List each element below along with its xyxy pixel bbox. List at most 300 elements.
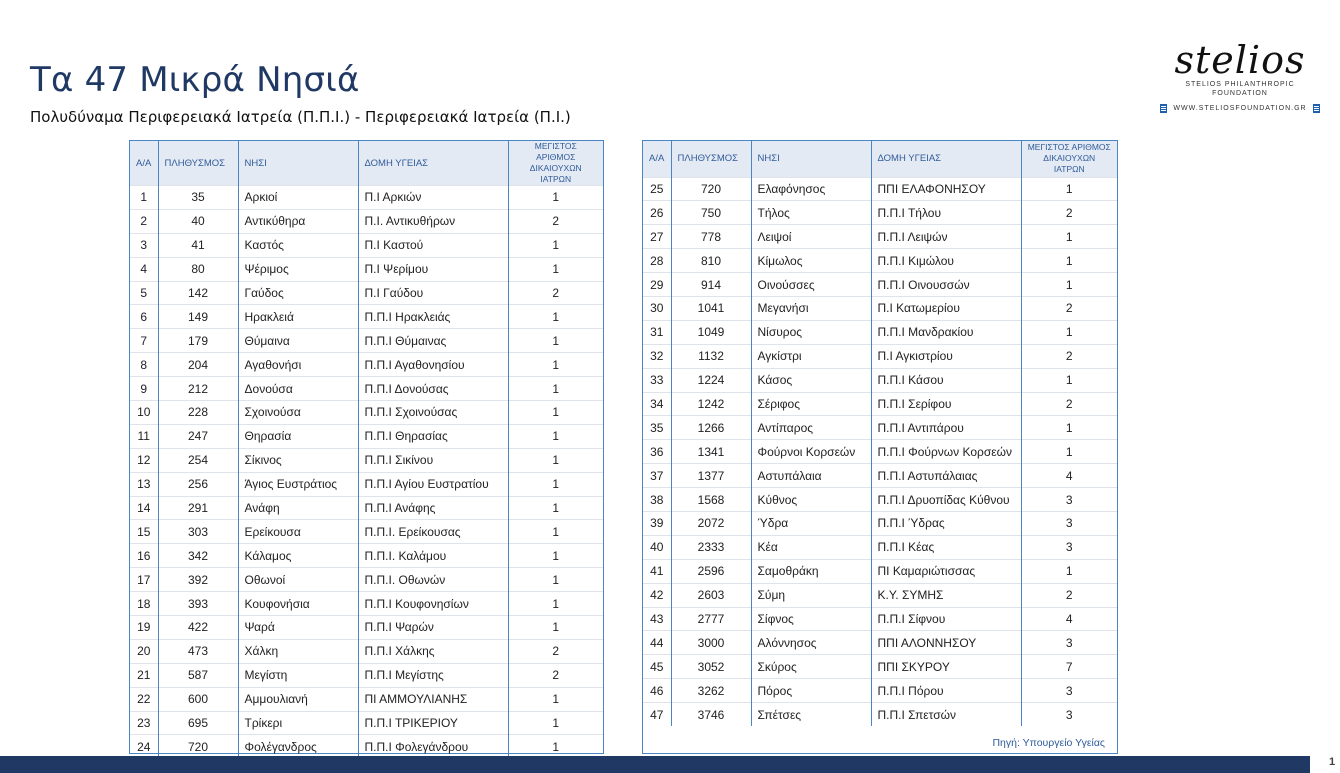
table-row: [643, 559, 1117, 583]
cell-facility: Π.Π.Ι Κέας: [871, 535, 1021, 559]
table-row: [643, 607, 1117, 631]
cell-max-doctors: 2: [1021, 583, 1117, 607]
cell-facility: Π.Π.Ι Λειψών: [871, 225, 1021, 249]
cell-aa: 18: [130, 592, 158, 616]
cell-max-doctors: 1: [508, 568, 603, 592]
cell-facility: Π.Π.Ι. Ερείκουσας: [358, 520, 508, 544]
cell-aa: 16: [130, 544, 158, 568]
cell-aa: 9: [130, 377, 158, 401]
table-row: [643, 631, 1117, 655]
cell-max-doctors: 1: [1021, 440, 1117, 464]
cell-population: 2333: [671, 535, 751, 559]
cell-island: Τρίκερι: [238, 711, 358, 735]
cell-population: 1049: [671, 320, 751, 344]
cell-aa: 7: [130, 329, 158, 353]
cell-max-doctors: 1: [508, 353, 603, 377]
cell-max-doctors: 2: [508, 663, 603, 687]
cell-aa: 32: [643, 344, 671, 368]
table-row: [130, 544, 603, 568]
cell-population: 778: [671, 225, 751, 249]
cell-aa: 41: [643, 559, 671, 583]
cell-population: 35: [158, 186, 238, 210]
cell-population: 256: [158, 472, 238, 496]
cell-population: 303: [158, 520, 238, 544]
cell-island: Κάσος: [751, 368, 871, 392]
cell-max-doctors: 1: [1021, 249, 1117, 273]
cell-facility: Π.Π.Ι Χάλκης: [358, 639, 508, 663]
cell-island: Σκύρος: [751, 655, 871, 679]
cell-facility: Π.Ι Κατωμερίου: [871, 296, 1021, 320]
cell-aa: 1: [130, 186, 158, 210]
table-row: [643, 583, 1117, 607]
cell-aa: 33: [643, 368, 671, 392]
cell-aa: 21: [130, 663, 158, 687]
cell-aa: 40: [643, 535, 671, 559]
cell-population: 695: [158, 711, 238, 735]
cell-aa: 31: [643, 320, 671, 344]
cell-facility: Π.Π.Ι Ύδρας: [871, 511, 1021, 535]
cell-aa: 35: [643, 416, 671, 440]
cell-max-doctors: 7: [1021, 655, 1117, 679]
cell-population: 40: [158, 209, 238, 233]
header-aa: Α/Α: [643, 141, 671, 177]
cell-aa: 24: [130, 735, 158, 759]
cell-max-doctors: 2: [1021, 201, 1117, 225]
header-population: ΠΛΗΘΥΣΜΟΣ: [158, 141, 238, 186]
cell-population: 3746: [671, 703, 751, 727]
table-row: [130, 401, 603, 425]
cell-facility: Π.Ι. Αντικυθήρων: [358, 209, 508, 233]
cell-island: Φούρνοι Κορσεών: [751, 440, 871, 464]
header-population: ΠΛΗΘΥΣΜΟΣ: [671, 141, 751, 177]
cell-population: 1377: [671, 464, 751, 488]
cell-aa: 25: [643, 177, 671, 201]
cell-facility: Π.Π.Ι Σίφνου: [871, 607, 1021, 631]
table-row: [643, 703, 1117, 727]
cell-population: 393: [158, 592, 238, 616]
table-body-right: [643, 177, 1117, 726]
cell-aa: 36: [643, 440, 671, 464]
cell-facility: Π.Π.Ι Κουφονησίων: [358, 592, 508, 616]
cell-population: 2777: [671, 607, 751, 631]
table-row: [130, 353, 603, 377]
cell-max-doctors: 1: [508, 735, 603, 759]
cell-max-doctors: 2: [1021, 344, 1117, 368]
cell-aa: 43: [643, 607, 671, 631]
cell-population: 1132: [671, 344, 751, 368]
cell-island: Θηρασία: [238, 424, 358, 448]
cell-max-doctors: 3: [1021, 511, 1117, 535]
header-max-doctors-line1: ΜΕΓΙΣΤΟΣ ΑΡΙΘΜΟΣ: [1027, 142, 1111, 153]
cell-facility: Π.Π.Ι Δρυοπίδας Κύθνου: [871, 488, 1021, 512]
cell-population: 914: [671, 273, 751, 297]
cell-island: Τήλος: [751, 201, 871, 225]
cell-population: 3052: [671, 655, 751, 679]
header-island: ΝΗΣΙ: [751, 141, 871, 177]
cell-facility: Π.Π.Ι Αγίου Ευστρατίου: [358, 472, 508, 496]
table-row: [130, 496, 603, 520]
cell-island: Σίκινος: [238, 448, 358, 472]
cell-island: Αντίπαρος: [751, 416, 871, 440]
cell-aa: 10: [130, 401, 158, 425]
header-facility: ΔΟΜΗ ΥΓΕΙΑΣ: [358, 141, 508, 186]
cell-population: 212: [158, 377, 238, 401]
cell-island: Αρκιοί: [238, 186, 358, 210]
cell-island: Ύδρα: [751, 511, 871, 535]
cell-facility: Π.Π.Ι Ψαρών: [358, 616, 508, 640]
cell-island: Μεγίστη: [238, 663, 358, 687]
table-row: [643, 368, 1117, 392]
cell-aa: 26: [643, 201, 671, 225]
cell-facility: Π.Ι Καστού: [358, 233, 508, 257]
logo-wordmark: stelios: [1174, 38, 1306, 82]
cell-aa: 46: [643, 679, 671, 703]
cell-facility: ΠΠΙ ΑΛΟΝΝΗΣΟΥ: [871, 631, 1021, 655]
cell-population: 392: [158, 568, 238, 592]
cell-island: Ερείκουσα: [238, 520, 358, 544]
cell-aa: 8: [130, 353, 158, 377]
cell-aa: 27: [643, 225, 671, 249]
cell-facility: Π.Π.Ι Αντιπάρου: [871, 416, 1021, 440]
cell-max-doctors: 1: [508, 687, 603, 711]
cell-island: Αμμουλιανή: [238, 687, 358, 711]
cell-population: 720: [158, 735, 238, 759]
cell-population: 179: [158, 329, 238, 353]
cell-max-doctors: 1: [1021, 177, 1117, 201]
cell-island: Κέα: [751, 535, 871, 559]
table-row: [643, 344, 1117, 368]
cell-island: Ψαρά: [238, 616, 358, 640]
cell-population: 228: [158, 401, 238, 425]
header-aa: Α/Α: [130, 141, 158, 186]
cell-facility: ΠΙ ΑΜΜΟΥΛΙΑΝΗΣ: [358, 687, 508, 711]
cell-island: Αλόννησος: [751, 631, 871, 655]
cell-facility: Π.Ι Γαύδου: [358, 281, 508, 305]
table-row: [130, 639, 603, 663]
table-row: [130, 687, 603, 711]
table-row: [643, 225, 1117, 249]
cell-facility: Π.Π.Ι Αστυπάλαιας: [871, 464, 1021, 488]
cell-facility: Π.Π.Ι Δονούσας: [358, 377, 508, 401]
cell-aa: 45: [643, 655, 671, 679]
cell-aa: 4: [130, 257, 158, 281]
cell-aa: 39: [643, 511, 671, 535]
cell-island: Κουφονήσια: [238, 592, 358, 616]
header-max-doctors-line2: ΔΙΚΑΙΟΥΧΩΝ ΙΑΤΡΩΝ: [1043, 153, 1096, 175]
cell-population: 254: [158, 448, 238, 472]
cell-island: Νίσυρος: [751, 320, 871, 344]
cell-facility: Π.Π.Ι Σικίνου: [358, 448, 508, 472]
cell-facility: Κ.Υ. ΣΥΜΗΣ: [871, 583, 1021, 607]
table-header-row: [643, 141, 1117, 177]
cell-island: Σίφνος: [751, 607, 871, 631]
islands-table-left: [129, 140, 604, 754]
cell-facility: ΠΙ Καμαριώτισσας: [871, 559, 1021, 583]
cell-facility: Π.Ι Αρκιών: [358, 186, 508, 210]
table-row: [643, 201, 1117, 225]
cell-island: Κύθνος: [751, 488, 871, 512]
cell-population: 80: [158, 257, 238, 281]
cell-population: 1266: [671, 416, 751, 440]
cell-max-doctors: 1: [508, 257, 603, 281]
cell-population: 342: [158, 544, 238, 568]
cell-max-doctors: 1: [508, 711, 603, 735]
cell-max-doctors: 1: [508, 329, 603, 353]
table-row: [130, 472, 603, 496]
cell-facility: Π.Π.Ι Φολεγάνδρου: [358, 735, 508, 759]
cell-island: Ελαφόνησος: [751, 177, 871, 201]
cell-island: Αστυπάλαια: [751, 464, 871, 488]
cell-max-doctors: 1: [508, 496, 603, 520]
table-row: [130, 329, 603, 353]
cell-aa: 30: [643, 296, 671, 320]
cell-island: Σύμη: [751, 583, 871, 607]
cell-facility: Π.Π.Ι Θύμαινας: [358, 329, 508, 353]
table-row: [643, 679, 1117, 703]
table-row: [643, 511, 1117, 535]
page-title: Τα 47 Μικρά Νησιά: [30, 60, 360, 100]
cell-population: 149: [158, 305, 238, 329]
cell-population: 3262: [671, 679, 751, 703]
cell-facility: Π.Π.Ι. Καλάμου: [358, 544, 508, 568]
cell-island: Καστός: [238, 233, 358, 257]
cell-aa: 13: [130, 472, 158, 496]
cell-facility: Π.Π.Ι Ηρακλειάς: [358, 305, 508, 329]
cell-aa: 29: [643, 273, 671, 297]
cell-facility: Π.Π.Ι Αγαθονησίου: [358, 353, 508, 377]
cell-facility: Π.Π.Ι Οινουσσών: [871, 273, 1021, 297]
cell-facility: Π.Π.Ι Πόρου: [871, 679, 1021, 703]
cell-facility: Π.Ι Αγκιστρίου: [871, 344, 1021, 368]
table-row: [130, 377, 603, 401]
table-row: [130, 711, 603, 735]
header-max-doctors-line1: ΜΕΓΙΣΤΟΣ ΑΡΙΘΜΟΣ: [534, 141, 577, 162]
table-row: [643, 416, 1117, 440]
cell-facility: Π.Π.Ι Φούρνων Κορσεών: [871, 440, 1021, 464]
table-row: [643, 392, 1117, 416]
cell-max-doctors: 1: [508, 616, 603, 640]
cell-population: 1568: [671, 488, 751, 512]
cell-population: 720: [671, 177, 751, 201]
cell-aa: 34: [643, 392, 671, 416]
cell-aa: 28: [643, 249, 671, 273]
header-facility: ΔΟΜΗ ΥΓΕΙΑΣ: [871, 141, 1021, 177]
table-row: [130, 209, 603, 233]
header-island: ΝΗΣΙ: [238, 141, 358, 186]
cell-island: Αγκίστρι: [751, 344, 871, 368]
cell-facility: Π.Π.Ι Σπετσών: [871, 703, 1021, 727]
cell-population: 600: [158, 687, 238, 711]
cell-max-doctors: 1: [1021, 416, 1117, 440]
table-row: [130, 186, 603, 210]
logo-website-row: [1160, 104, 1320, 113]
cell-max-doctors: 1: [508, 401, 603, 425]
table-row: [130, 592, 603, 616]
cell-max-doctors: 2: [1021, 392, 1117, 416]
cell-aa: 22: [130, 687, 158, 711]
cell-population: 422: [158, 616, 238, 640]
cell-island: Αγαθονήσι: [238, 353, 358, 377]
cell-aa: 38: [643, 488, 671, 512]
cell-aa: 37: [643, 464, 671, 488]
cell-population: 1341: [671, 440, 751, 464]
table-row: [643, 320, 1117, 344]
cell-max-doctors: 3: [1021, 631, 1117, 655]
cell-population: 142: [158, 281, 238, 305]
cell-island: Λειψοί: [751, 225, 871, 249]
cell-aa: 15: [130, 520, 158, 544]
cell-max-doctors: 4: [1021, 607, 1117, 631]
cell-population: 473: [158, 639, 238, 663]
page-number: 1: [1329, 756, 1336, 768]
cell-island: Γαύδος: [238, 281, 358, 305]
cell-aa: 44: [643, 631, 671, 655]
cell-population: 3000: [671, 631, 751, 655]
table-row: [130, 663, 603, 687]
cell-island: Πόρος: [751, 679, 871, 703]
table-row: [643, 440, 1117, 464]
table-row: [130, 424, 603, 448]
header-max-doctors: [1021, 141, 1117, 177]
cell-facility: Π.Π.Ι Τήλου: [871, 201, 1021, 225]
cell-island: Σπέτσες: [751, 703, 871, 727]
cell-facility: Π.Π.Ι. Οθωνών: [358, 568, 508, 592]
cell-island: Χάλκη: [238, 639, 358, 663]
cell-max-doctors: 1: [1021, 320, 1117, 344]
cell-aa: 47: [643, 703, 671, 727]
header-max-doctors: [508, 141, 603, 186]
cell-population: 247: [158, 424, 238, 448]
cell-max-doctors: 1: [508, 448, 603, 472]
cell-island: Κάλαμος: [238, 544, 358, 568]
cell-facility: Π.Π.Ι ΤΡΙΚΕΡΙΟΥ: [358, 711, 508, 735]
cell-max-doctors: 3: [1021, 535, 1117, 559]
cell-max-doctors: 1: [1021, 273, 1117, 297]
cell-max-doctors: 3: [1021, 703, 1117, 727]
cell-island: Σαμοθράκη: [751, 559, 871, 583]
cell-max-doctors: 3: [1021, 488, 1117, 512]
cell-aa: 20: [130, 639, 158, 663]
cell-island: Μεγανήσι: [751, 296, 871, 320]
source-note: Πηγή: Υπουργείο Υγείας: [992, 737, 1105, 749]
table-row: [130, 520, 603, 544]
cell-island: Σχοινούσα: [238, 401, 358, 425]
cell-facility: Π.Π.Ι Σχοινούσας: [358, 401, 508, 425]
cell-aa: 2: [130, 209, 158, 233]
table-row: [130, 616, 603, 640]
cell-max-doctors: 1: [508, 186, 603, 210]
cell-population: 1041: [671, 296, 751, 320]
table-row: [130, 233, 603, 257]
cell-aa: 12: [130, 448, 158, 472]
cell-island: Οθωνοί: [238, 568, 358, 592]
table-row: [643, 655, 1117, 679]
cell-island: Οινούσσες: [751, 273, 871, 297]
cell-aa: 19: [130, 616, 158, 640]
cell-facility: ΠΠΙ ΣΚΥΡΟΥ: [871, 655, 1021, 679]
cell-facility: Π.Π.Ι Ανάφης: [358, 496, 508, 520]
cell-max-doctors: 1: [508, 520, 603, 544]
greek-flag-icon: [1160, 104, 1167, 113]
footer-bar: [0, 756, 1310, 773]
cell-max-doctors: 1: [1021, 559, 1117, 583]
cell-population: 1242: [671, 392, 751, 416]
logo-line-1: STELIOS PHILANTHROPIC: [1185, 81, 1295, 88]
cell-facility: ΠΠΙ ΕΛΑΦΟΝΗΣΟΥ: [871, 177, 1021, 201]
cell-max-doctors: 1: [508, 377, 603, 401]
cell-island: Φολέγανδρος: [238, 735, 358, 759]
table-row: [643, 488, 1117, 512]
cell-max-doctors: 1: [508, 544, 603, 568]
cell-population: 291: [158, 496, 238, 520]
cell-island: Ψέριμος: [238, 257, 358, 281]
cell-population: 810: [671, 249, 751, 273]
cell-max-doctors: 3: [1021, 679, 1117, 703]
table-row: [643, 249, 1117, 273]
cell-max-doctors: 2: [1021, 296, 1117, 320]
cell-max-doctors: 4: [1021, 464, 1117, 488]
table-row: [643, 177, 1117, 201]
cell-max-doctors: 1: [508, 305, 603, 329]
cell-island: Δονούσα: [238, 377, 358, 401]
cell-population: 204: [158, 353, 238, 377]
table-row: [643, 464, 1117, 488]
cell-island: Αντικύθηρα: [238, 209, 358, 233]
logo-website: WWW.STELIOSFOUNDATION.GR: [1173, 105, 1307, 112]
logo-line-2: FOUNDATION: [1212, 90, 1268, 97]
cell-max-doctors: 1: [508, 233, 603, 257]
cell-facility: Π.Ι Ψερίμου: [358, 257, 508, 281]
cell-max-doctors: 2: [508, 209, 603, 233]
cell-facility: Π.Π.Ι Μεγίστης: [358, 663, 508, 687]
cell-facility: Π.Π.Ι Σερίφου: [871, 392, 1021, 416]
table-row: [130, 281, 603, 305]
table-row: [130, 257, 603, 281]
table-row: [643, 273, 1117, 297]
cell-aa: 42: [643, 583, 671, 607]
cell-island: Ηρακλειά: [238, 305, 358, 329]
foundation-logo: [1160, 40, 1320, 113]
table-row: [130, 305, 603, 329]
cell-max-doctors: 1: [1021, 368, 1117, 392]
table-row: [643, 296, 1117, 320]
cell-max-doctors: 1: [1021, 225, 1117, 249]
cell-max-doctors: 1: [508, 424, 603, 448]
table-row: [643, 535, 1117, 559]
table-row: [130, 448, 603, 472]
cell-aa: 17: [130, 568, 158, 592]
cell-island: Θύμαινα: [238, 329, 358, 353]
cell-island: Κίμωλος: [751, 249, 871, 273]
cell-population: 1224: [671, 368, 751, 392]
cell-aa: 5: [130, 281, 158, 305]
cell-aa: 23: [130, 711, 158, 735]
header-max-doctors-line2: ΔΙΚΑΙΟΥΧΩΝ ΙΑΤΡΩΝ: [529, 163, 582, 184]
cell-max-doctors: 2: [508, 639, 603, 663]
cell-facility: Π.Π.Ι Μανδρακίου: [871, 320, 1021, 344]
cell-max-doctors: 2: [508, 281, 603, 305]
cell-aa: 6: [130, 305, 158, 329]
cell-facility: Π.Π.Ι Κάσου: [871, 368, 1021, 392]
cell-facility: Π.Π.Ι Κιμώλου: [871, 249, 1021, 273]
islands-table-right: [642, 140, 1118, 754]
cell-max-doctors: 1: [508, 472, 603, 496]
cell-population: 587: [158, 663, 238, 687]
cell-island: Σέριφος: [751, 392, 871, 416]
cell-facility: Π.Π.Ι Θηρασίας: [358, 424, 508, 448]
cell-population: 2603: [671, 583, 751, 607]
cell-population: 750: [671, 201, 751, 225]
